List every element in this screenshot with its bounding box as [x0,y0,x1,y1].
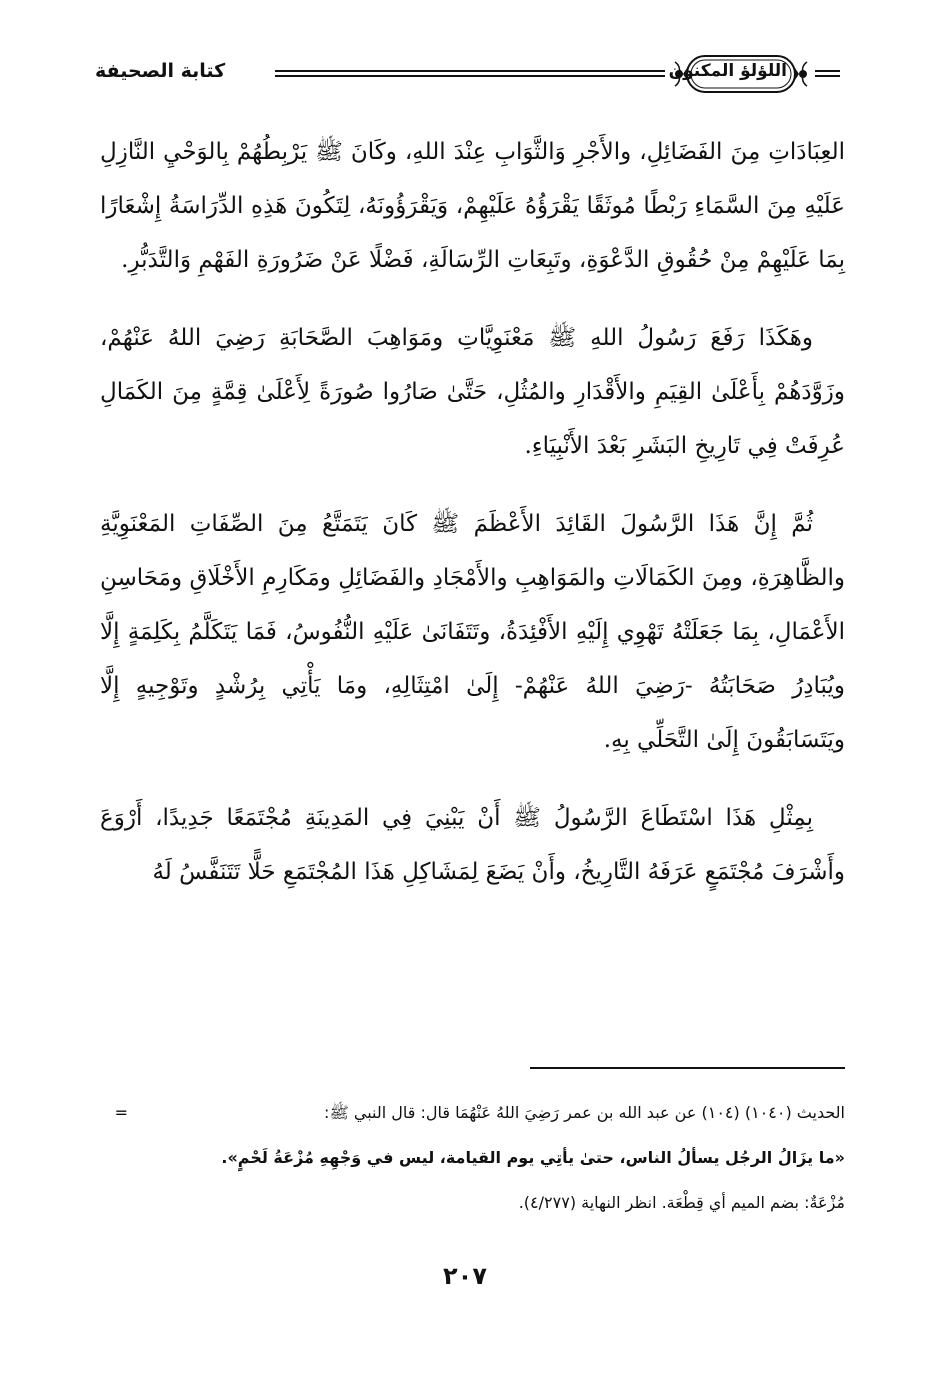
book-title: اللؤلؤ المكنون [668,61,787,81]
paragraph-2: وهَكَذَا رَفَعَ رَسُولُ اللهِ ﷺ مَعْنَوِيَّاتِ ومَوَاهِبَ الصَّحَابَةِ رَضِيَ اللهُ عَنْهُمْ، وزَوَّدَهُمْ بِأَعْلَىٰ القِيَمِ والأَقْدَارِ والمُثُلِ، حَتَّىٰ صَارُوا صُورَةً لِأَعْلَىٰ قِمَّةٍ مِنَ الكَمَالِ عُرِفَتْ فِي تَارِيخِ البَشَرِ بَعْدَ الأَنْبِيَاءِ. [100,325,845,459]
paragraph-3: ثُمَّ إِنَّ هَذَا الرَّسُولَ القَائِدَ الأَعْظَمَ ﷺ كَانَ يَتَمَتَّعُ مِنَ الصِّفَاتِ المَعْنَوِيَّةِ والظَّاهِرَةِ، ومِنَ الكَمَالَاتِ والمَوَاهِبِ والأَمْجَادِ والفَضَائِلِ ومَكَارِمِ الأَخْلَاقِ ومَحَاسِنِ الأَعْمَالِ، بِمَا جَعَلَتْهُ تَهْوِي إِلَيْهِ الأَفْئِدَةُ، وتَتَفَانَىٰ عَلَيْهِ النُّفُوسُ، فَمَا يَتَكَلَّمُ بِكَلِمَةٍ إِلَّا ويُبَادِرُ صَحَابَتُهُ -رَضِيَ اللهُ عَنْهُمْ- إِلَىٰ امْتِثَالِهِ، ومَا يَأْتِي بِرُشْدٍ وتَوْجِيهٍ إِلَّا ويَتَسَابَقُونَ إِلَىٰ التَّحَلِّي بِهِ. [100,511,845,753]
section-title: كتابة الصحيفة [95,60,226,82]
footnote-line-3: مُزْعَةٌ: بضم الميم أي قِطْعَة. انظر النهاية (٤/٢٧٧). [518,1193,845,1212]
main-text [100,125,845,899]
header-double-rule [275,70,665,77]
paragraph-1: العِبَادَاتِ مِنَ الفَضَائِلِ، والأَجْرِ وَالثَّوَابِ عِنْدَ اللهِ، وكَانَ ﷺ يَرْبِطُهُمْ بِالوَحْيِ النَّازِلِ عَلَيْهِ مِنَ السَّمَاءِ رَبْطًا مُوثَقًا يَقْرَؤُهُ عَلَيْهِمْ، وَيَقْرَؤُونَهُ، لِتَكُونَ هَذِهِ الدِّرَاسَةُ إِشْعَارًا بِمَا عَلَيْهِمْ مِنْ حُقُوقِ الدَّعْوَةِ، وتَبِعَاتِ الرِّسَالَةِ، فَضْلًا عَنْ ضَرُورَةِ الفَهْمِ وَالتَّدَبُّرِ. [100,139,845,273]
running-header [95,50,840,100]
page-number: ٢٠٧ [443,1262,487,1290]
header-double-rule-right [815,70,840,77]
continuation-mark: = [114,1103,128,1122]
footnote-line-2: «ما يزَالُ الرجُل يسألُ الناس، حتىٰ يأتِي يوم القيامة، ليس في وَجْهِهِ مُزْعَةُ لَحْمٍ». [221,1148,845,1167]
footnote-line-1 [100,1090,845,1135]
footnotes [100,1090,845,1225]
footnote-text-1: الحديث (١٠٤٠) (١٠٤) عن عبد الله بن عمر رَضِيَ اللهُ عَنْهُمَا قال: قال النبي ﷺ: [324,1103,845,1122]
paragraph-4: بِمِثْلِ هَذَا اسْتَطَاعَ الرَّسُولُ ﷺ أَنْ يَبْنِيَ فِي المَدِينَةِ مُجْتَمَعًا جَدِيدًا، أَرْوَعَ وأَشْرَفَ مُجْتَمَعٍ عَرَفَهُ التَّارِيخُ، وأَنْ يَضَعَ لِمَشَاكِلِ هَذَا المُجْتَمَعِ حَلًّا تَتَنَفَّسُ لَهُ [100,805,845,885]
footnote-separator [530,1067,845,1069]
